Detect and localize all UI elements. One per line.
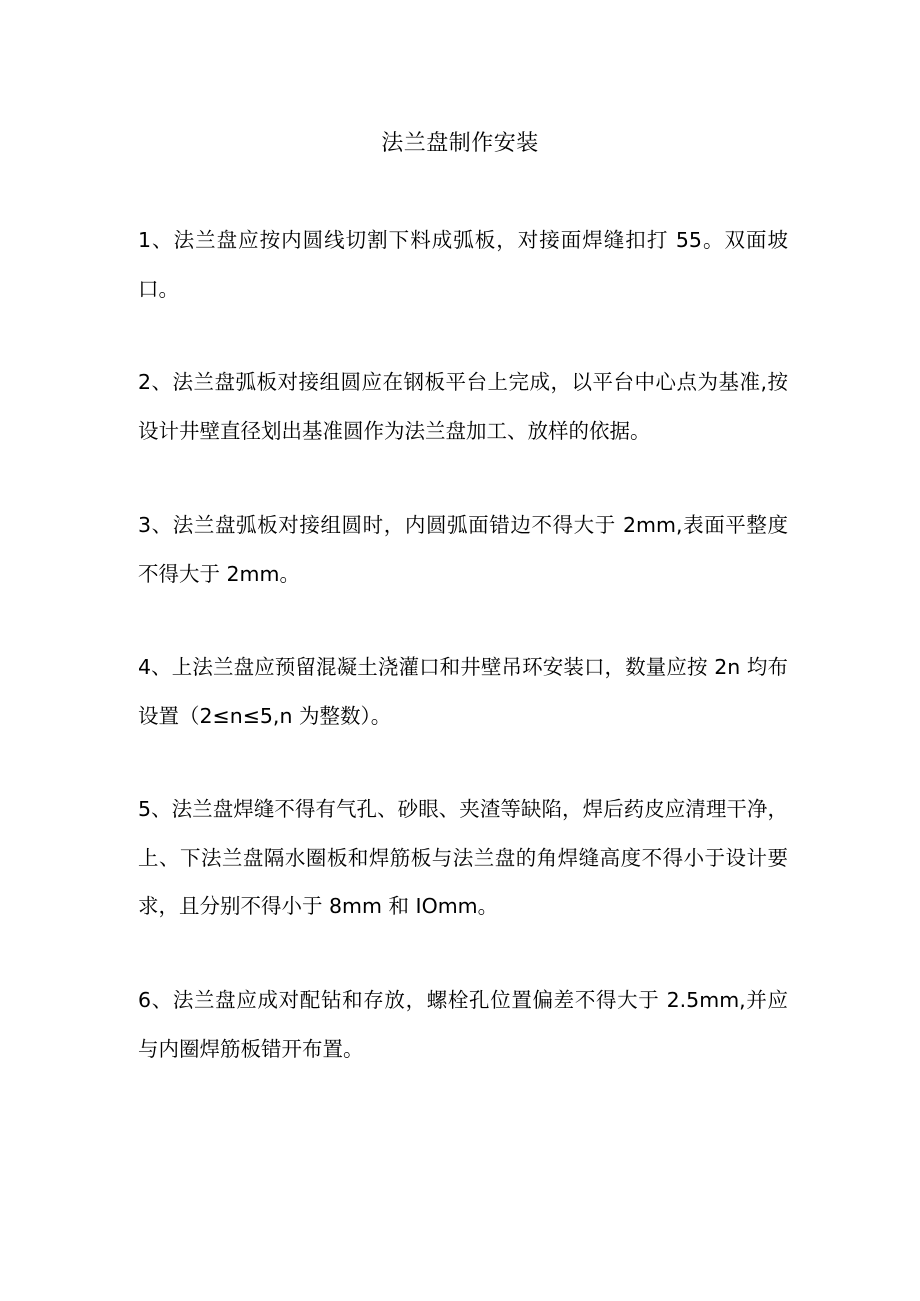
paragraph-5: 5、法兰盘焊缝不得有气孔、砂眼、夹渣等缺陷，焊后药皮应清理干净，上、下法兰盘隔水圈板和焊筋板与法兰盘的角焊缝高度不得小于设计要求，且分别不得小于 8mm 和 IOmm。 <box>138 797 788 918</box>
paragraph-3: 3、法兰盘弧板对接组圆时，内圆弧面错边不得大于 2mm,表面平整度不得大于 2mm。 <box>138 513 788 586</box>
paragraph-2: 2、法兰盘弧板对接组圆应在钢板平台上完成，以平台中心点为基准,按设计井壁直径划出基准圆作为法兰盘加工、放样的依据。 <box>138 370 788 443</box>
paragraph-4: 4、上法兰盘应预留混凝土浇灌口和井壁吊环安装口，数量应按 2n 均布设置（2≤n≤5,n 为整数）。 <box>138 655 788 728</box>
paragraph-1: 1、法兰盘应按内圆线切割下料成弧板，对接面焊缝扣打 55。双面坡口。 <box>138 228 788 301</box>
paragraph-6: 6、法兰盘应成对配钻和存放，螺栓孔位置偏差不得大于 2.5mm,并应与内圈焊筋板错开布置。 <box>138 988 788 1061</box>
document-title: 法兰盘制作安装 <box>381 131 539 156</box>
